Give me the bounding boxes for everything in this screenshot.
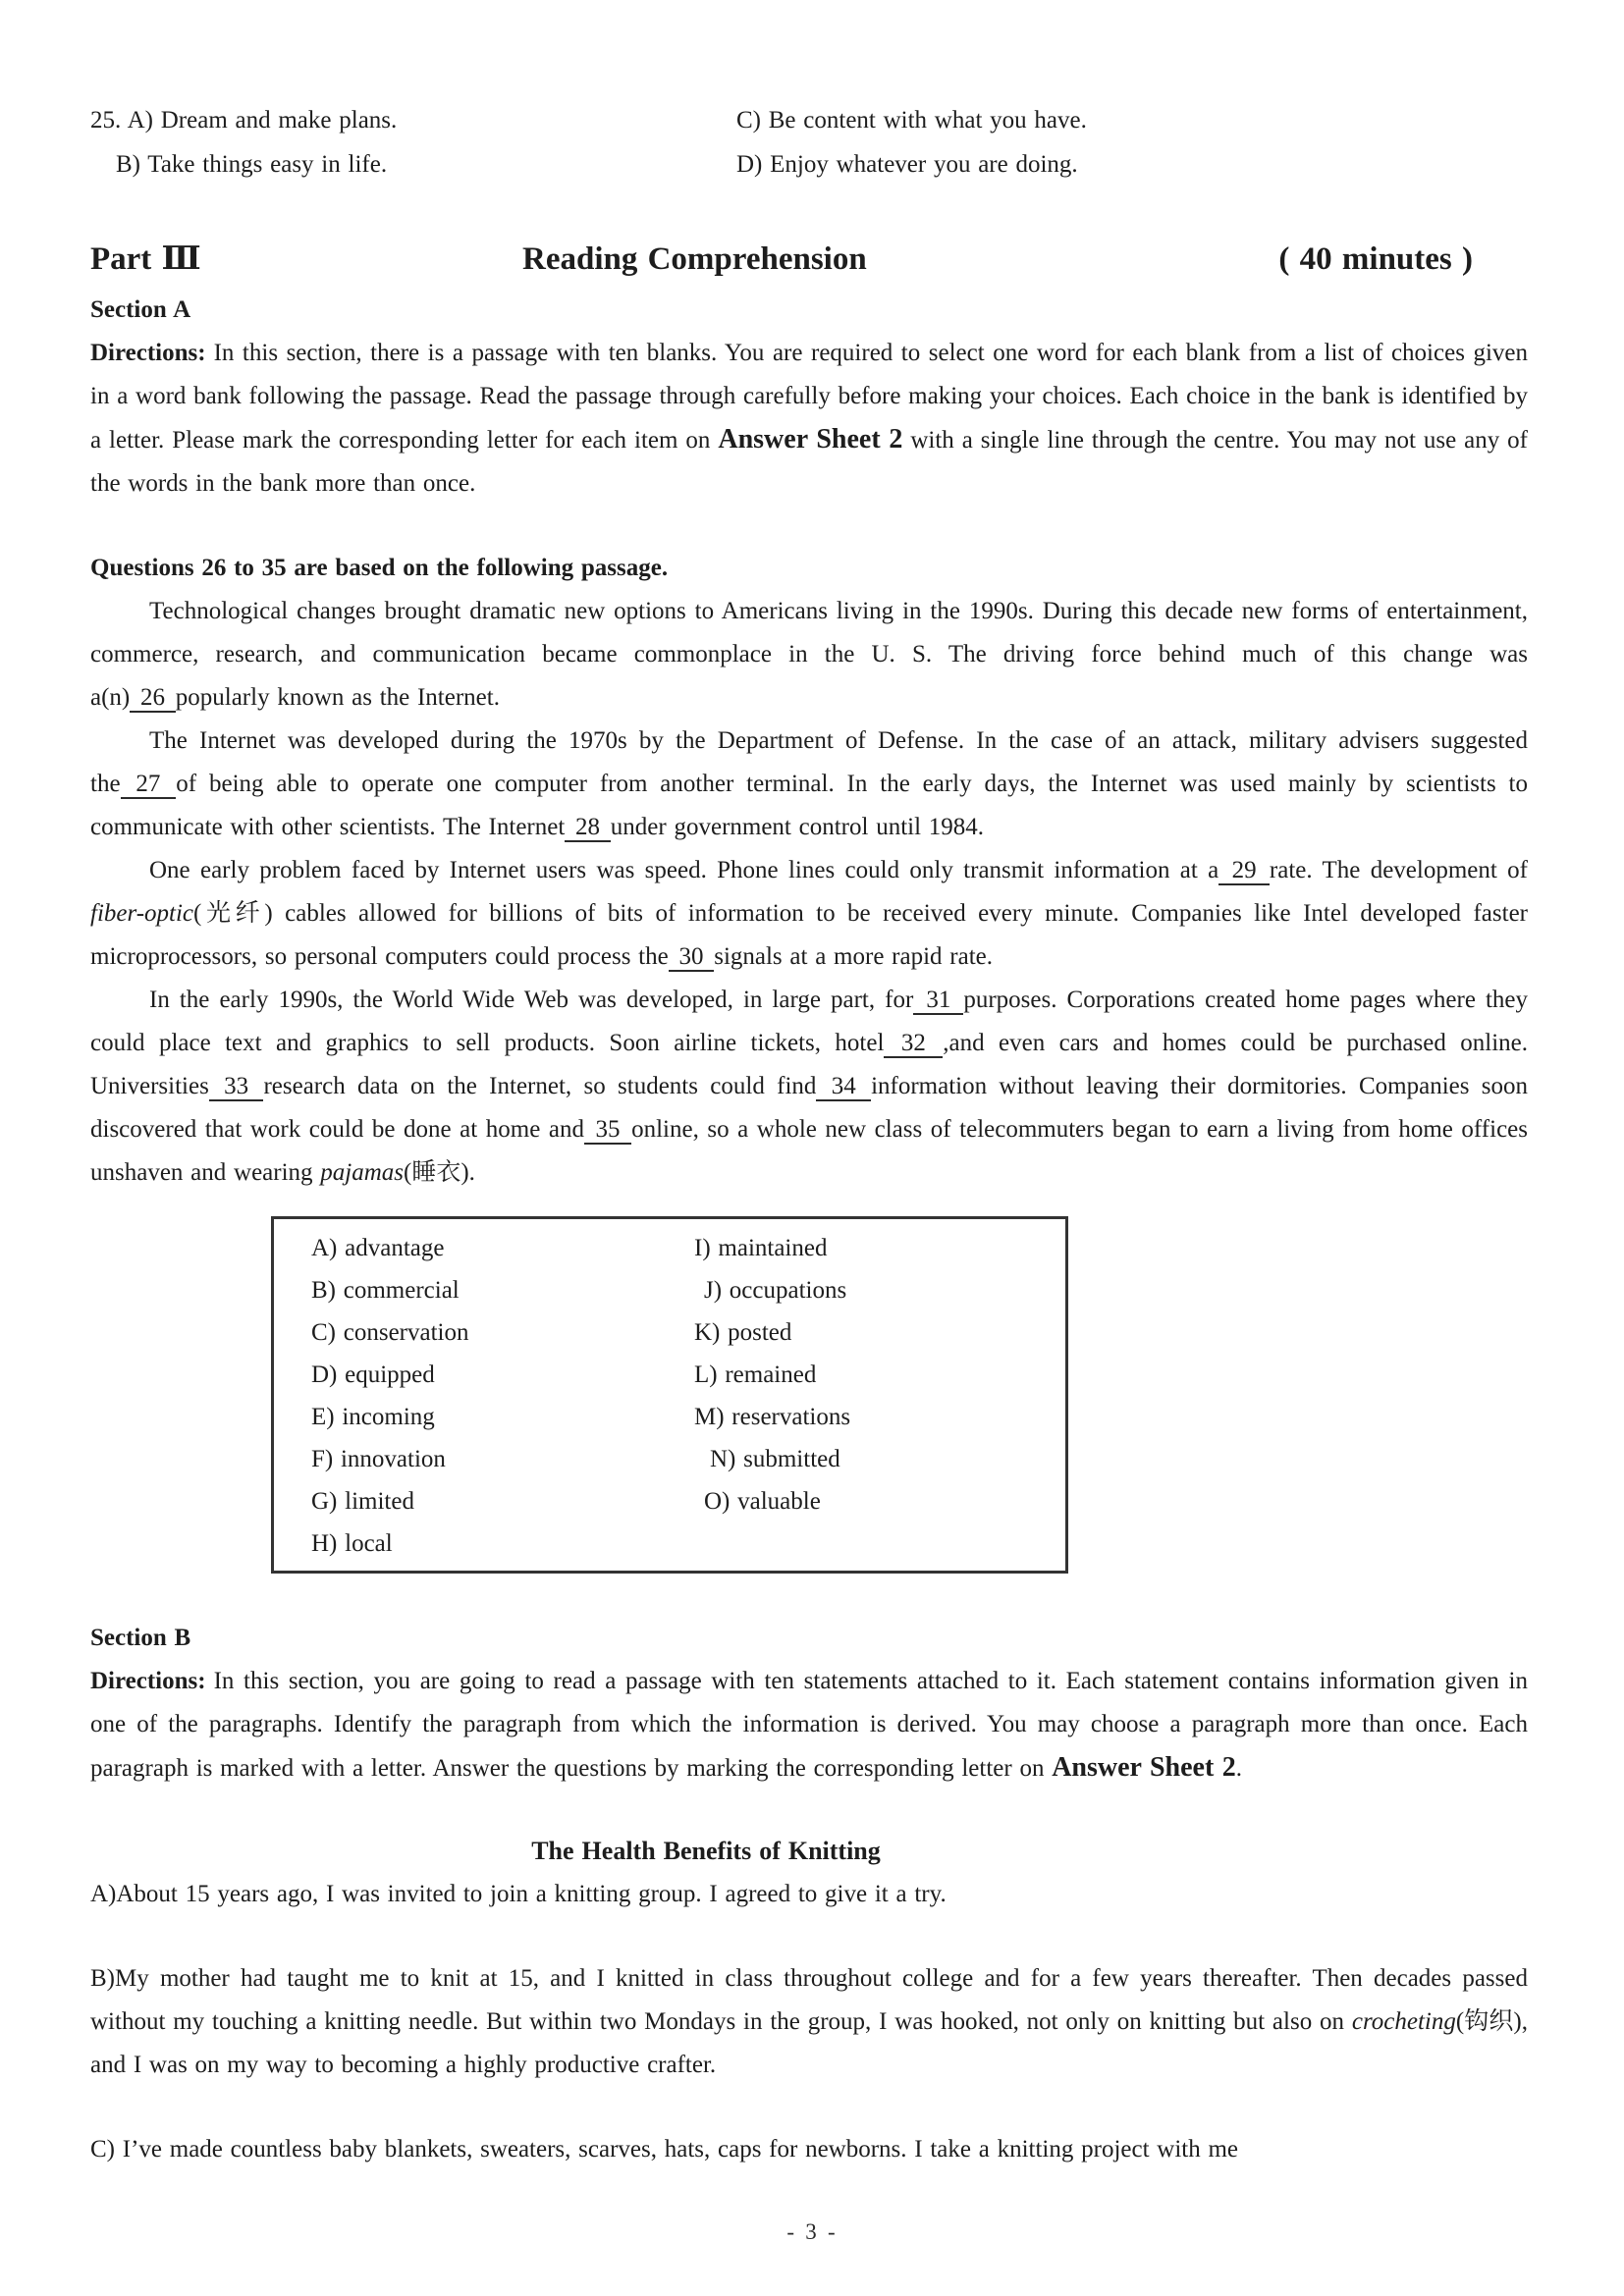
page-number: - 3 - xyxy=(786,2219,838,2244)
section-a-directions-text: In this section, there is a passage with ten blanks. You are required to select one word for each blank from a list of choices given in a word bank following the passage. Read the passage through carefully before making your choices. Each choice in the bank is identified by a letter. Please mark the corresponding letter for each item on Answer Sheet 2 with a single line through the centre. You may not use any of the words in the bank more than once. xyxy=(90,340,1529,497)
directions-label: Directions: xyxy=(90,340,206,366)
option-25-a: 25. A) Dream and make plans. xyxy=(90,107,398,133)
word-bank-item-b: B) commercial xyxy=(311,1277,460,1304)
question-25-left-column xyxy=(90,98,736,187)
word-bank-item-d: D) equipped xyxy=(311,1362,435,1388)
word-bank-item-a: A) advantage xyxy=(311,1235,445,1261)
word-bank-row xyxy=(311,1480,1056,1522)
questions-range-note: Questions 26 to 35 are based on the following passage. xyxy=(90,555,669,581)
word-bank-item-m: M) reservations xyxy=(694,1404,851,1430)
passage-paragraph-1: Technological changes brought dramatic new options to Americans living in the 1990s. During this decade new forms of entertainment, commerce, research, and communication became commonplace in the U. S. The driving force behind much of this change was a(n) 26 popularly known as the Internet. xyxy=(90,598,1528,711)
word-bank-row xyxy=(311,1522,1056,1565)
directions-label: Directions: xyxy=(90,1668,206,1694)
word-bank-row xyxy=(311,1227,1056,1269)
word-bank-item-g: G) limited xyxy=(311,1488,414,1515)
word-bank-row xyxy=(311,1269,1056,1311)
word-bank-empty-cell xyxy=(694,1522,1056,1565)
knitting-paragraph-a: A)About 15 years ago, I was invited to join a knitting group. I agreed to give it a try. xyxy=(90,1881,947,1907)
word-bank-item-j: J) occupations xyxy=(704,1277,847,1304)
option-25-d: D) Enjoy whatever you are doing. xyxy=(736,151,1078,178)
part-heading xyxy=(90,236,1528,283)
passage-b-title: The Health Benefits of Knitting xyxy=(531,1837,881,1865)
word-bank xyxy=(271,1216,1068,1574)
part-title: Reading Comprehension xyxy=(522,241,867,277)
section-b-heading: Section B xyxy=(90,1625,191,1651)
question-25-right-column xyxy=(736,98,1528,187)
passage-paragraph-2: The Internet was developed during the 1970s by the Department of Defense. In the case of an attack, military advisers suggested the 27 of being able to operate one computer from another terminal. In the early days, the Internet was used mainly by scientists to communicate with other scientists. The Internet 28 under government control until 1984. xyxy=(90,727,1528,840)
section-b-directions xyxy=(90,1660,1528,1790)
passage-paragraph-4: In the early 1990s, the World Wide Web was developed, in large part, for 31 purposes. Corporations created home pages where they could place text and graphics to sell products. Soon airline tickets, hotel 32 ,and even cars and homes could be purchased online. Universities 33 research data on the Internet, so students could find 34 information without leaving their dormitories. Companies soon discovered that work could be done at home and 35 online, so a whole new class of telecommuters began to earn a living from home offices unshaven and wearing pajamas(睡衣). xyxy=(90,987,1529,1186)
knitting-paragraph-c: C) I’ve made countless baby blankets, sweaters, scarves, hats, caps for newborns. I take a knitting project with me xyxy=(90,2136,1239,2163)
word-bank-item-k: K) posted xyxy=(694,1319,792,1346)
section-b-directions-text: In this section, you are going to read a passage with ten statements attached to it. Each statement contains information given in one of the paragraphs. Identify the paragraph from which the information is derived. You may choose a paragraph more than once. Each paragraph is marked with a letter. Answer the questions by marking the corresponding letter on Answer Sheet 2. xyxy=(90,1668,1528,1783)
word-bank-row xyxy=(311,1396,1056,1438)
word-bank-item-f: F) innovation xyxy=(311,1446,446,1472)
part-label: Part Ⅲ xyxy=(90,241,201,277)
option-25-c: C) Be content with what you have. xyxy=(736,107,1087,133)
word-bank-row xyxy=(311,1354,1056,1396)
option-25-b: B) Take things easy in life. xyxy=(116,151,388,178)
word-bank-item-n: N) submitted xyxy=(710,1446,840,1472)
section-a-heading: Section A xyxy=(90,296,191,323)
word-bank-item-o: O) valuable xyxy=(704,1488,821,1515)
word-bank-item-h: H) local xyxy=(311,1530,393,1557)
part-time-limit: ( 40 minutes ) xyxy=(1278,241,1473,277)
passage-paragraph-3: One early problem faced by Internet users was speed. Phone lines could only transmit information at a 29 rate. The development of fiber-optic(光纤) cables allowed for billions of bits of information to be received every minute. Companies like Intel developed faster microprocessors, so personal computers could process the 30 signals at a more rapid rate. xyxy=(90,857,1528,970)
word-bank-item-c: C) conservation xyxy=(311,1319,469,1346)
word-bank-item-e: E) incoming xyxy=(311,1404,435,1430)
word-bank-row xyxy=(311,1438,1056,1480)
knitting-paragraph-b: B)My mother had taught me to knit at 15, and I knitted in class throughout college and for a few years thereafter. Then decades passed without my touching a knitting needle. But within two Mondays in the group, I was hooked, not only on knitting but also on crocheting(钩织), and I was on my way to becoming a highly productive crafter. xyxy=(90,1965,1529,2078)
question-25-options xyxy=(90,98,1528,187)
word-bank-row xyxy=(311,1311,1056,1354)
word-bank-item-i: I) maintained xyxy=(694,1235,828,1261)
word-bank-item-l: L) remained xyxy=(694,1362,817,1388)
section-a-directions xyxy=(90,332,1528,506)
